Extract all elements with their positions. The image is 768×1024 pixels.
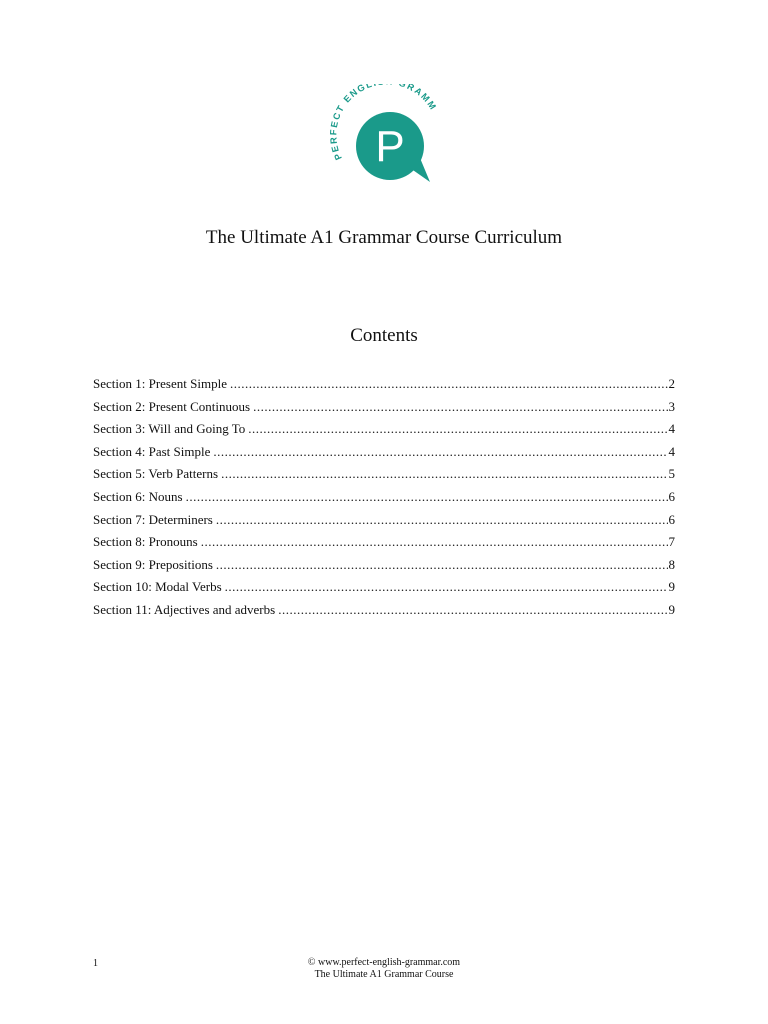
toc-entry-page: 9 [668,579,675,595]
toc-entry-section-4[interactable] [93,441,675,464]
toc-dot-leader [213,441,667,464]
toc-entry-title: Section 8: Pronouns [93,534,198,550]
toc-dot-leader [216,554,668,577]
toc-entry-section-9[interactable] [93,554,675,577]
toc-dot-leader [278,599,667,622]
footer-course-name: The Ultimate A1 Grammar Course [314,969,454,980]
toc-entry-page: 2 [668,376,675,391]
toc-entry-page: 3 [668,398,675,414]
toc-entry-section-11[interactable] [93,599,675,622]
toc-entry-section-5[interactable] [93,463,675,486]
toc-entry-page: 9 [668,601,675,617]
toc-entry-title: Section 11: Adjectives and adverbs [93,601,276,617]
toc-entry-title: Section 1: Present Simple [93,376,227,391]
toc-entry-section-10[interactable] [93,576,675,599]
toc-entry-section-6[interactable] [93,486,675,509]
toc-dot-leader [248,418,667,441]
toc-dot-leader [230,373,668,396]
footer-page-number: 1 [93,958,98,969]
logo-letter: P [375,122,405,171]
toc-entry-page: 5 [668,466,675,482]
toc-dot-leader [221,463,667,486]
toc-entry-section-3[interactable] [93,418,675,441]
table-of-contents [93,373,675,622]
footer-copyright: © www.perfect-english-grammar.com [307,957,461,968]
toc-entry-section-2[interactable] [93,396,675,419]
logo-graphic [324,84,446,192]
toc-entry-title: Section 7: Determiners [93,511,213,527]
toc-dot-leader [216,509,668,532]
toc-dot-leader [186,486,668,509]
toc-entry-section-8[interactable] [93,531,675,554]
footer [0,957,768,981]
toc-entry-page: 4 [668,443,675,459]
toc-entry-title: Section 9: Prepositions [93,556,213,572]
perfect-english-grammar-logo [324,84,446,192]
toc-entry-page: 4 [668,421,675,437]
toc-dot-leader [201,531,668,554]
document-title: The Ultimate A1 Grammar Course Curriculum [205,227,563,248]
toc-entry-section-1[interactable] [93,373,675,396]
toc-dot-leader [253,396,667,419]
toc-entry-section-7[interactable] [93,509,675,532]
toc-entry-title: Section 10: Modal Verbs [93,579,222,595]
toc-entry-title: Section 5: Verb Patterns [93,466,219,482]
toc-entry-title: Section 6: Nouns [93,488,183,504]
logo-arc-text: PERFECT ENGL RAMM [328,84,439,162]
toc-dot-leader [225,576,668,599]
toc-entry-page: 6 [668,511,675,527]
toc-entry-title: Section 2: Present Continuous [93,398,251,414]
toc-entry-title: Section 3: Will and Going To [93,421,246,437]
toc-entry-page: 7 [668,534,675,550]
contents-heading: Contents [350,325,418,346]
toc-entry-page: 6 [668,488,675,504]
toc-entry-title: Section 4: Past Simple [93,443,211,459]
toc-entry-page: 8 [668,556,675,572]
